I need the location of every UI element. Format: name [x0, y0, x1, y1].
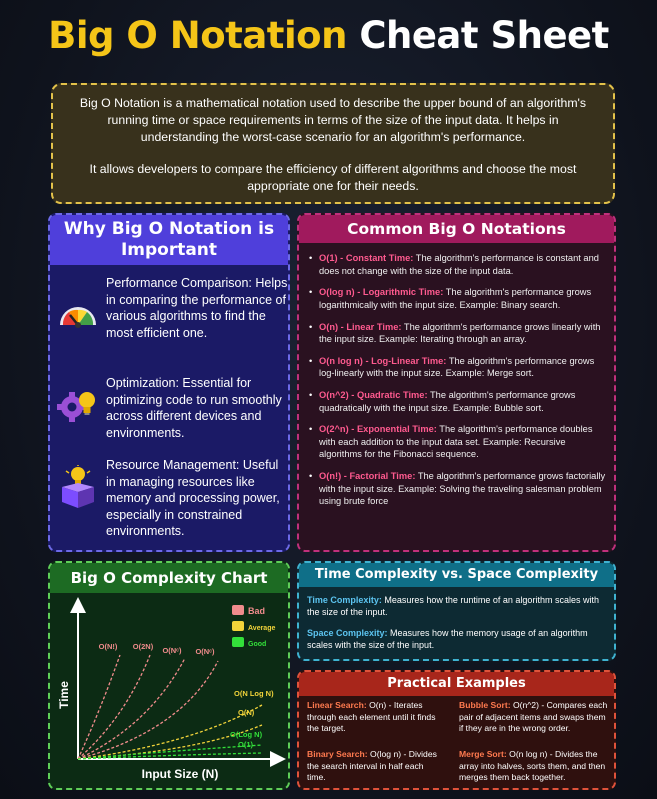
chart-curves [78, 642, 274, 759]
gear-lightbulb-icon [56, 383, 100, 427]
space-complexity-text [299, 618, 614, 651]
space-complexity-desc: Measures how the memory usage of an algorithm scales with the size of the input. [307, 628, 588, 650]
why-item-resource: Resource Management: Useful in managing resources like memory and processing power, especially in constrained environments. [106, 458, 280, 538]
time-space-panel [297, 561, 616, 661]
example-desc: O(log n) - Divides the search interval in half each time. [307, 749, 437, 782]
intro-paragraph-1: Big O Notation is a mathematical notation used to describe the upper bound of an algorithm's running time or space requirements in terms of the size of the input data. It helps in understanding the worst-case scenario for an algorithm's performance. [79, 96, 587, 144]
notation-name: O(2^n) - Exponential Time: [319, 424, 437, 435]
list-item [309, 355, 606, 380]
list-item [309, 423, 606, 461]
curve-label: O(N Log N) [234, 689, 274, 698]
time-complexity-desc: Measures how the runtime of an algorithm scales with the size of the input. [307, 595, 599, 617]
box-lightbulb-icon [56, 465, 100, 509]
curve-label: O(2N) [132, 642, 154, 651]
notation-name: O(n^2) - Quadratic Time: [319, 390, 428, 401]
example-name: Bubble Sort: [459, 700, 511, 710]
practical-examples-panel [297, 670, 616, 790]
notation-desc: The algorithm's performance is constant and does not change with the size of the input data. [319, 253, 599, 276]
list-item [309, 321, 606, 346]
why-item-performance: Performance Comparison: Helps in comparing the performance of various algorithms to find the most efficient one. [106, 276, 288, 340]
curve-label: O(N!) [98, 642, 118, 651]
example-binary-search [307, 749, 439, 784]
curve-line [78, 655, 120, 759]
common-heading: Common Big O Notations [299, 215, 614, 243]
notation-desc: The algorithm's performance grows log-linearly with the input size. Example: Merge sort. [319, 355, 595, 379]
why-panel [48, 213, 290, 552]
tvs-heading: Time Complexity vs. Space Complexity [299, 563, 614, 587]
curve-line [78, 745, 262, 759]
notation-desc: The algorithm's performance grows quadratically with the input size. Example: Bubble sort. [319, 390, 576, 413]
page-title [0, 14, 657, 57]
y-axis-label: Time [57, 681, 71, 709]
example-desc: O(n) - Iterates through each element until it finds the target. [307, 700, 436, 733]
intro-box [51, 83, 615, 204]
notation-name: O(1) - Constant Time: [319, 253, 414, 263]
example-name: Merge Sort: [459, 749, 507, 759]
list-item [309, 470, 606, 508]
list-item [309, 252, 606, 277]
example-merge-sort [459, 749, 611, 784]
chart-heading: Big O Complexity Chart [50, 563, 288, 593]
list-item [309, 286, 606, 311]
intro-paragraph-2: It allows developers to compare the efficiency of different algorithms and choose the most appropriate one for their needs. [89, 162, 577, 193]
notation-list [299, 243, 614, 508]
practical-heading: Practical Examples [299, 672, 614, 696]
example-name: Linear Search: [307, 700, 367, 710]
curve-label: O(Log N) [230, 730, 263, 739]
title-highlight: Big O Notation [48, 14, 347, 57]
curve-label: O(1) [238, 740, 253, 749]
list-item [309, 389, 606, 414]
notation-desc: The algorithm's performance grows factorially with the input size. Example: Solving the traveling salesman problem using brute force [319, 471, 606, 507]
notation-name: O(log n) - Logarithmic Time: [319, 287, 444, 298]
legend-label: Bad [248, 606, 266, 616]
chart-legend [232, 605, 275, 648]
space-complexity-name: Space Complexity: [307, 628, 388, 638]
time-complexity-text [299, 587, 614, 618]
legend-label: Good [248, 641, 267, 648]
legend-swatch [232, 621, 244, 631]
example-name: Binary Search: [307, 749, 368, 759]
notation-name: O(n log n) - Log-Linear Time: [319, 355, 447, 366]
legend-label: Average [248, 625, 276, 632]
curve-label: O(Nᶜ) [162, 646, 182, 655]
legend-swatch [232, 637, 244, 647]
common-notations-panel [297, 213, 616, 552]
notation-desc: The algorithm's performance grows linearly with the input size. Example: Iterating through an array. [319, 321, 601, 345]
gauge-icon [56, 293, 100, 337]
time-complexity-name: Time Complexity: [307, 595, 382, 605]
title-rest: Cheat Sheet [359, 14, 609, 57]
curve-label: O(Nᶜ) [195, 647, 215, 656]
notation-desc: The algorithm's performance grows logarithmically with the input size. Example: Binary search. [319, 287, 592, 310]
complexity-chart [50, 593, 288, 788]
notation-desc: The algorithm's performance doubles with each addition to the input data set. Example: Recursive algorithms for the Fibonacci sequence. [319, 424, 593, 460]
example-linear-search [307, 700, 439, 735]
example-bubble-sort [459, 700, 611, 735]
curve-label: O(N) [238, 708, 255, 717]
x-axis-label: Input Size (N) [141, 767, 219, 781]
why-heading: Why Big O Notation is Important [50, 215, 288, 265]
notation-name: O(n!) - Factorial Time: [319, 471, 416, 482]
why-item-optimization: Optimization: Essential for optimizing code to run smoothly across different devices and environments. [106, 376, 282, 440]
example-desc: O(n log n) - Divides the array into halves, sorts them, and then merges them back together. [459, 749, 606, 782]
legend-swatch [232, 605, 244, 615]
complexity-chart-panel [48, 561, 290, 790]
example-desc: O(n^2) - Compares each pair of adjacent items and swaps them if they are in the wrong order. [459, 700, 608, 733]
notation-name: O(n) - Linear Time: [319, 321, 402, 332]
